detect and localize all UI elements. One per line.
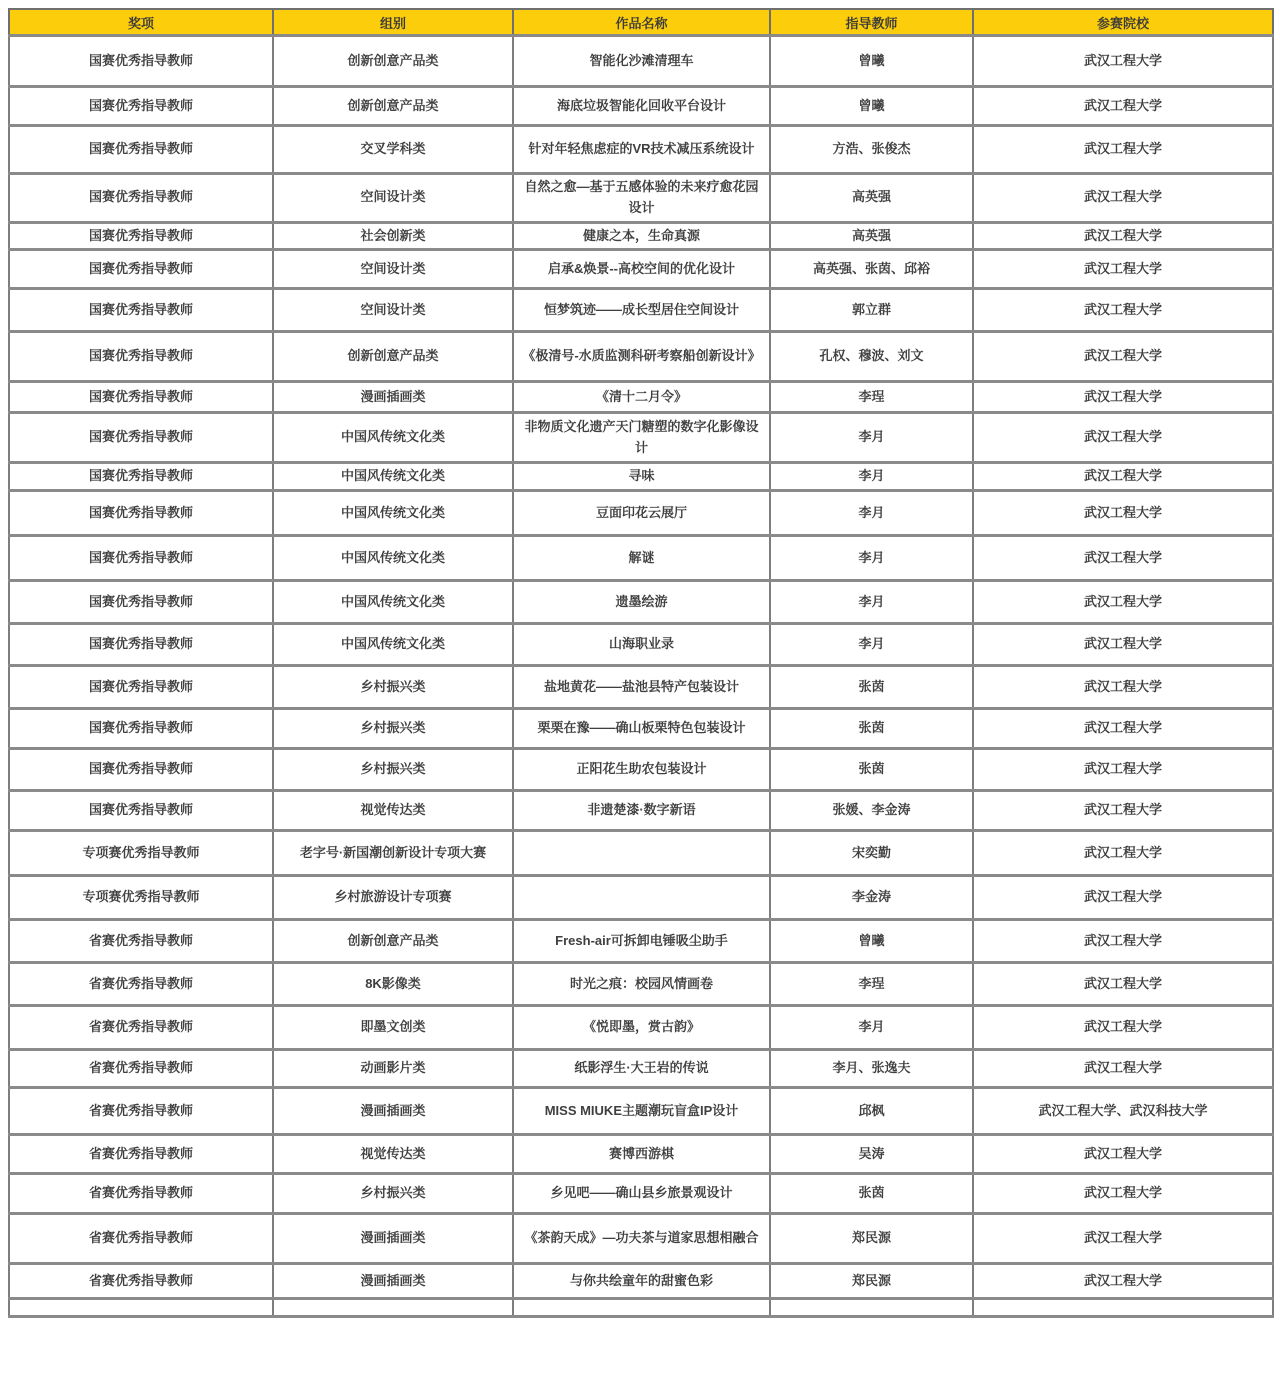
school-cell: 武汉工程大学 bbox=[973, 222, 1273, 250]
work-cell: 盐地黄花——盐池县特产包装设计 bbox=[513, 666, 770, 709]
work-cell: Fresh-air可拆卸电锤吸尘助手 bbox=[513, 920, 770, 963]
group-cell: 创新创意产品类 bbox=[273, 332, 513, 382]
teacher-cell: 张茵 bbox=[770, 709, 973, 749]
group-cell: 中国风传统文化类 bbox=[273, 491, 513, 536]
work-cell: 《清十二月令》 bbox=[513, 382, 770, 413]
work-cell: 正阳花生助农包装设计 bbox=[513, 749, 770, 791]
award-cell: 国赛优秀指导教师 bbox=[9, 791, 273, 831]
teacher-cell: 李月 bbox=[770, 536, 973, 581]
table-row bbox=[9, 749, 1273, 791]
group-cell: 动画影片类 bbox=[273, 1050, 513, 1088]
table-row bbox=[9, 289, 1273, 332]
school-cell: 武汉工程大学 bbox=[973, 624, 1273, 666]
award-cell: 国赛优秀指导教师 bbox=[9, 87, 273, 126]
table-row bbox=[9, 126, 1273, 174]
work-cell: 豆面印花云展厅 bbox=[513, 491, 770, 536]
award-cell: 省赛优秀指导教师 bbox=[9, 1050, 273, 1088]
school-cell: 武汉工程大学 bbox=[973, 920, 1273, 963]
school-cell: 武汉工程大学 bbox=[973, 250, 1273, 289]
work-cell: MISS MIUKE主题潮玩盲盒IP设计 bbox=[513, 1088, 770, 1135]
award-cell: 省赛优秀指导教师 bbox=[9, 920, 273, 963]
award-cell: 省赛优秀指导教师 bbox=[9, 1264, 273, 1299]
award-cell: 省赛优秀指导教师 bbox=[9, 1135, 273, 1174]
award-cell: 国赛优秀指导教师 bbox=[9, 250, 273, 289]
group-cell: 漫画插画类 bbox=[273, 1214, 513, 1264]
work-cell: 栗栗在豫——确山板栗特色包装设计 bbox=[513, 709, 770, 749]
school-cell: 武汉工程大学 bbox=[973, 126, 1273, 174]
school-cell: 武汉工程大学 bbox=[973, 174, 1273, 223]
school-cell: 武汉工程大学 bbox=[973, 491, 1273, 536]
work-cell: 乡见吧——确山县乡旅景观设计 bbox=[513, 1174, 770, 1214]
table-row bbox=[9, 332, 1273, 382]
work-cell: 健康之本，生命真源 bbox=[513, 222, 770, 250]
table-row bbox=[9, 709, 1273, 749]
work-cell: 赛博西游棋 bbox=[513, 1135, 770, 1174]
work-cell: 启承&焕景--高校空间的优化设计 bbox=[513, 250, 770, 289]
award-cell: 国赛优秀指导教师 bbox=[9, 624, 273, 666]
award-cell: 国赛优秀指导教师 bbox=[9, 666, 273, 709]
school-cell: 武汉工程大学 bbox=[973, 1174, 1273, 1214]
work-cell: 解谜 bbox=[513, 536, 770, 581]
table-row bbox=[9, 36, 1273, 87]
award-cell: 国赛优秀指导教师 bbox=[9, 222, 273, 250]
teacher-cell: 高英强 bbox=[770, 222, 973, 250]
teacher-cell: 李月 bbox=[770, 1006, 973, 1050]
header-group: 组别 bbox=[273, 9, 513, 36]
awards-table bbox=[8, 8, 1274, 1318]
work-cell: 智能化沙滩清理车 bbox=[513, 36, 770, 87]
school-cell: 武汉工程大学 bbox=[973, 581, 1273, 624]
school-cell: 武汉工程大学 bbox=[973, 332, 1273, 382]
table-row bbox=[9, 222, 1273, 250]
award-cell: 国赛优秀指导教师 bbox=[9, 332, 273, 382]
work-cell: 海底垃圾智能化回收平台设计 bbox=[513, 87, 770, 126]
teacher-cell: 吴涛 bbox=[770, 1135, 973, 1174]
work-cell: 寻味 bbox=[513, 463, 770, 491]
school-cell: 武汉工程大学、武汉科技大学 bbox=[973, 1088, 1273, 1135]
work-cell: 自然之愈—基于五感体验的未来疗愈花园设计 bbox=[513, 174, 770, 223]
award-cell: 国赛优秀指导教师 bbox=[9, 463, 273, 491]
table-row bbox=[9, 876, 1273, 920]
header-row bbox=[9, 9, 1273, 36]
group-cell: 中国风传统文化类 bbox=[273, 413, 513, 463]
school-cell: 武汉工程大学 bbox=[973, 876, 1273, 920]
work-cell: 时光之痕：校园风情画卷 bbox=[513, 963, 770, 1006]
group-cell: 创新创意产品类 bbox=[273, 36, 513, 87]
school-cell: 武汉工程大学 bbox=[973, 1135, 1273, 1174]
group-cell: 空间设计类 bbox=[273, 289, 513, 332]
award-cell: 国赛优秀指导教师 bbox=[9, 36, 273, 87]
group-cell: 乡村振兴类 bbox=[273, 666, 513, 709]
header-teacher: 指导教师 bbox=[770, 9, 973, 36]
teacher-cell: 张茵 bbox=[770, 749, 973, 791]
award-cell: 省赛优秀指导教师 bbox=[9, 1006, 273, 1050]
award-cell: 国赛优秀指导教师 bbox=[9, 126, 273, 174]
group-cell: 乡村旅游设计专项赛 bbox=[273, 876, 513, 920]
work-cell: 遗墨绘游 bbox=[513, 581, 770, 624]
work-cell: 针对年轻焦虑症的VR技术减压系统设计 bbox=[513, 126, 770, 174]
school-cell: 武汉工程大学 bbox=[973, 382, 1273, 413]
work-cell bbox=[513, 831, 770, 876]
work-cell bbox=[513, 1299, 770, 1317]
teacher-cell: 方浩、张俊杰 bbox=[770, 126, 973, 174]
award-cell: 国赛优秀指导教师 bbox=[9, 174, 273, 223]
school-cell: 武汉工程大学 bbox=[973, 36, 1273, 87]
teacher-cell: 曾曦 bbox=[770, 920, 973, 963]
teacher-cell: 李珵 bbox=[770, 963, 973, 1006]
school-cell: 武汉工程大学 bbox=[973, 289, 1273, 332]
award-cell: 专项赛优秀指导教师 bbox=[9, 831, 273, 876]
award-cell: 国赛优秀指导教师 bbox=[9, 382, 273, 413]
group-cell: 中国风传统文化类 bbox=[273, 463, 513, 491]
group-cell: 交叉学科类 bbox=[273, 126, 513, 174]
teacher-cell: 高英强、张茵、邱裕 bbox=[770, 250, 973, 289]
award-cell: 国赛优秀指导教师 bbox=[9, 581, 273, 624]
group-cell: 空间设计类 bbox=[273, 250, 513, 289]
group-cell: 中国风传统文化类 bbox=[273, 536, 513, 581]
teacher-cell: 郑民源 bbox=[770, 1214, 973, 1264]
award-cell: 省赛优秀指导教师 bbox=[9, 963, 273, 1006]
table-body bbox=[9, 36, 1273, 1317]
school-cell: 武汉工程大学 bbox=[973, 749, 1273, 791]
teacher-cell: 李月 bbox=[770, 624, 973, 666]
school-cell bbox=[973, 1299, 1273, 1317]
teacher-cell: 郭立群 bbox=[770, 289, 973, 332]
school-cell: 武汉工程大学 bbox=[973, 536, 1273, 581]
teacher-cell: 李月 bbox=[770, 491, 973, 536]
group-cell: 8K影像类 bbox=[273, 963, 513, 1006]
group-cell: 漫画插画类 bbox=[273, 1088, 513, 1135]
award-cell: 省赛优秀指导教师 bbox=[9, 1214, 273, 1264]
table-row bbox=[9, 1088, 1273, 1135]
work-cell: 与你共绘童年的甜蜜色彩 bbox=[513, 1264, 770, 1299]
school-cell: 武汉工程大学 bbox=[973, 463, 1273, 491]
table-row bbox=[9, 174, 1273, 223]
teacher-cell: 李金涛 bbox=[770, 876, 973, 920]
group-cell bbox=[273, 1299, 513, 1317]
table-row bbox=[9, 463, 1273, 491]
group-cell: 老字号·新国潮创新设计专项大赛 bbox=[273, 831, 513, 876]
teacher-cell: 郑民源 bbox=[770, 1264, 973, 1299]
work-cell bbox=[513, 876, 770, 920]
table-row bbox=[9, 1135, 1273, 1174]
teacher-cell: 高英强 bbox=[770, 174, 973, 223]
group-cell: 中国风传统文化类 bbox=[273, 624, 513, 666]
table-row bbox=[9, 1264, 1273, 1299]
teacher-cell: 李珵 bbox=[770, 382, 973, 413]
award-cell: 省赛优秀指导教师 bbox=[9, 1174, 273, 1214]
table-row bbox=[9, 413, 1273, 463]
school-cell: 武汉工程大学 bbox=[973, 87, 1273, 126]
work-cell: 山海职业录 bbox=[513, 624, 770, 666]
group-cell: 中国风传统文化类 bbox=[273, 581, 513, 624]
school-cell: 武汉工程大学 bbox=[973, 1264, 1273, 1299]
table-row bbox=[9, 1299, 1273, 1317]
work-cell: 非遗楚漆·数字新语 bbox=[513, 791, 770, 831]
header-work: 作品名称 bbox=[513, 9, 770, 36]
table-row bbox=[9, 536, 1273, 581]
award-cell: 国赛优秀指导教师 bbox=[9, 491, 273, 536]
group-cell: 创新创意产品类 bbox=[273, 920, 513, 963]
teacher-cell: 李月、张逸夫 bbox=[770, 1050, 973, 1088]
work-cell: 《极清号-水质监测科研考察船创新设计》 bbox=[513, 332, 770, 382]
award-cell: 国赛优秀指导教师 bbox=[9, 749, 273, 791]
work-cell: 纸影浮生·大王岩的传说 bbox=[513, 1050, 770, 1088]
teacher-cell: 李月 bbox=[770, 413, 973, 463]
group-cell: 漫画插画类 bbox=[273, 1264, 513, 1299]
teacher-cell: 曾曦 bbox=[770, 87, 973, 126]
award-cell: 省赛优秀指导教师 bbox=[9, 1088, 273, 1135]
group-cell: 漫画插画类 bbox=[273, 382, 513, 413]
group-cell: 视觉传达类 bbox=[273, 791, 513, 831]
table-row bbox=[9, 791, 1273, 831]
group-cell: 视觉传达类 bbox=[273, 1135, 513, 1174]
header-award: 奖项 bbox=[9, 9, 273, 36]
table-row bbox=[9, 87, 1273, 126]
table-row bbox=[9, 831, 1273, 876]
group-cell: 社会创新类 bbox=[273, 222, 513, 250]
table-row bbox=[9, 382, 1273, 413]
award-cell: 国赛优秀指导教师 bbox=[9, 536, 273, 581]
school-cell: 武汉工程大学 bbox=[973, 963, 1273, 1006]
work-cell: 恒梦筑迹——成长型居住空间设计 bbox=[513, 289, 770, 332]
group-cell: 空间设计类 bbox=[273, 174, 513, 223]
table-row bbox=[9, 666, 1273, 709]
table-row bbox=[9, 963, 1273, 1006]
work-cell: 《悦即墨，赏古韵》 bbox=[513, 1006, 770, 1050]
table-row bbox=[9, 1174, 1273, 1214]
school-cell: 武汉工程大学 bbox=[973, 791, 1273, 831]
school-cell: 武汉工程大学 bbox=[973, 413, 1273, 463]
table-row bbox=[9, 250, 1273, 289]
table-row bbox=[9, 1214, 1273, 1264]
teacher-cell: 曾曦 bbox=[770, 36, 973, 87]
teacher-cell: 李月 bbox=[770, 463, 973, 491]
school-cell: 武汉工程大学 bbox=[973, 1050, 1273, 1088]
school-cell: 武汉工程大学 bbox=[973, 1006, 1273, 1050]
table-row bbox=[9, 1006, 1273, 1050]
table-row bbox=[9, 920, 1273, 963]
teacher-cell: 宋奕勤 bbox=[770, 831, 973, 876]
work-cell: 非物质文化遗产天门糖塑的数字化影像设计 bbox=[513, 413, 770, 463]
work-cell: 《茶韵天成》—功夫茶与道家思想相融合 bbox=[513, 1214, 770, 1264]
school-cell: 武汉工程大学 bbox=[973, 709, 1273, 749]
group-cell: 即墨文创类 bbox=[273, 1006, 513, 1050]
school-cell: 武汉工程大学 bbox=[973, 1214, 1273, 1264]
teacher-cell: 张媛、李金涛 bbox=[770, 791, 973, 831]
header-school: 参赛院校 bbox=[973, 9, 1273, 36]
group-cell: 乡村振兴类 bbox=[273, 1174, 513, 1214]
group-cell: 乡村振兴类 bbox=[273, 709, 513, 749]
teacher-cell: 张茵 bbox=[770, 666, 973, 709]
teacher-cell: 张茵 bbox=[770, 1174, 973, 1214]
table-row bbox=[9, 581, 1273, 624]
teacher-cell: 李月 bbox=[770, 581, 973, 624]
award-cell bbox=[9, 1299, 273, 1317]
award-cell: 专项赛优秀指导教师 bbox=[9, 876, 273, 920]
award-cell: 国赛优秀指导教师 bbox=[9, 289, 273, 332]
award-cell: 国赛优秀指导教师 bbox=[9, 413, 273, 463]
table-header bbox=[9, 9, 1273, 36]
table-row bbox=[9, 1050, 1273, 1088]
table-row bbox=[9, 491, 1273, 536]
teacher-cell: 邱枫 bbox=[770, 1088, 973, 1135]
group-cell: 乡村振兴类 bbox=[273, 749, 513, 791]
award-cell: 国赛优秀指导教师 bbox=[9, 709, 273, 749]
school-cell: 武汉工程大学 bbox=[973, 831, 1273, 876]
teacher-cell bbox=[770, 1299, 973, 1317]
table-row bbox=[9, 624, 1273, 666]
teacher-cell: 孔权、穆波、刘文 bbox=[770, 332, 973, 382]
group-cell: 创新创意产品类 bbox=[273, 87, 513, 126]
school-cell: 武汉工程大学 bbox=[973, 666, 1273, 709]
